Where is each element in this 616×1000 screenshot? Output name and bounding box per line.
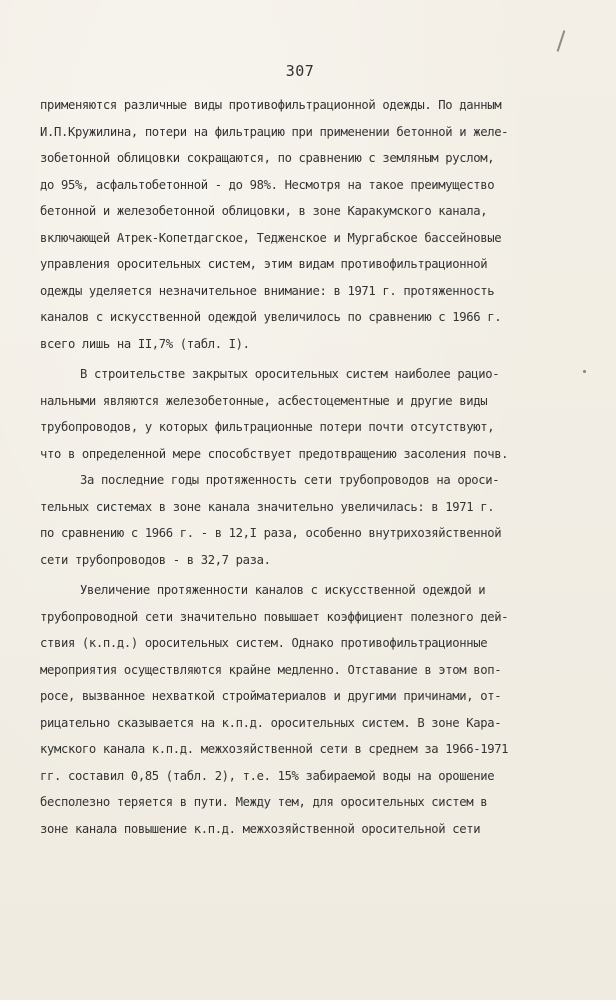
paragraph-4 [40, 577, 580, 842]
text-line: каналов с искусственной одеждой увеличилось по сравнению с 1966 г. [40, 310, 502, 324]
text-line: что в определенной мере способствует предотвращению засоления почв. [40, 446, 509, 461]
ink-dot [583, 370, 586, 373]
text-line: гг. составил 0,85 (табл. 2), т.е. 15% забираемой воды на орошение [40, 768, 495, 783]
text-line: бесполезно теряется в пути. Между тем, для оросительных систем в [40, 795, 488, 809]
text-line: За последние годы протяженность сети трубопроводов на ороси- [80, 473, 500, 487]
page-number: 307 [285, 62, 315, 80]
text-line: мероприятия осуществляются крайне медленно. Отставание в этом воп- [40, 662, 502, 677]
text-line: росе, вызванное нехваткой стройматериалов и другими причинами, от- [40, 689, 502, 703]
text-line: рицательно сказывается на к.п.д. оросительных систем. В зоне Кара- [40, 715, 502, 730]
text-line: нальными являются железобетонные, асбестоцементные и другие виды [40, 393, 488, 408]
text-line: до 95%, асфальтобетонной - до 98%. Несмотря на такое преимущество [40, 177, 495, 192]
text-line: по сравнению с 1966 г. - в 12,I раза, особенно внутрихозяйственной [40, 526, 502, 540]
text-line: включающей Атрек-Копетдагское, Тедженское и Мургабское бассейновые [40, 230, 502, 245]
pencil-mark [557, 30, 566, 52]
text-line: зоне канала повышение к.п.д. межхозяйственной оросительной сети [40, 821, 481, 836]
text-line: ствия (к.п.д.) оросительных систем. Однако противофильтрационные [40, 636, 488, 650]
text-line: одежды уделяется незначительное внимание: в 1971 г. протяженность [40, 283, 495, 298]
text-line: всего лишь на II,7% (табл. I). [40, 336, 250, 351]
text-line: трубопроводной сети значительно повышает коэффициент полезного дей- [40, 609, 509, 624]
text-line: кумского канала к.п.д. межхозяйственной сети в среднем за 1966-1971 [40, 742, 509, 756]
text-line: зобетонной облицовки сокращаются, по сравнению с земляным руслом, [40, 151, 495, 165]
paragraph-1 [40, 92, 580, 357]
paragraph-2 [40, 361, 580, 467]
body-text [40, 92, 580, 842]
text-line: сети трубопроводов - в 32,7 раза. [40, 552, 271, 567]
text-line: В строительстве закрытых оросительных систем наиболее рацио- [80, 367, 500, 381]
text-line: трубопроводов, у которых фильтрационные потери почти отсутствуют, [40, 420, 495, 434]
text-line: тельных системах в зоне канала значительно увеличилась: в 1971 г. [40, 499, 495, 514]
paragraph-3 [40, 467, 580, 573]
text-line: И.П.Кружилина, потери на фильтрацию при применении бетонной и желе- [40, 124, 509, 139]
text-line: Увеличение протяженности каналов с искусственной одеждой и [80, 583, 486, 597]
text-line: управления оросительных систем, этим видам противофильтрационной [40, 257, 488, 271]
text-line: применяются различные виды противофильтрационной одежды. По данным [40, 98, 502, 112]
text-line: бетонной и железобетонной облицовки, в зоне Каракумского канала, [40, 204, 488, 218]
